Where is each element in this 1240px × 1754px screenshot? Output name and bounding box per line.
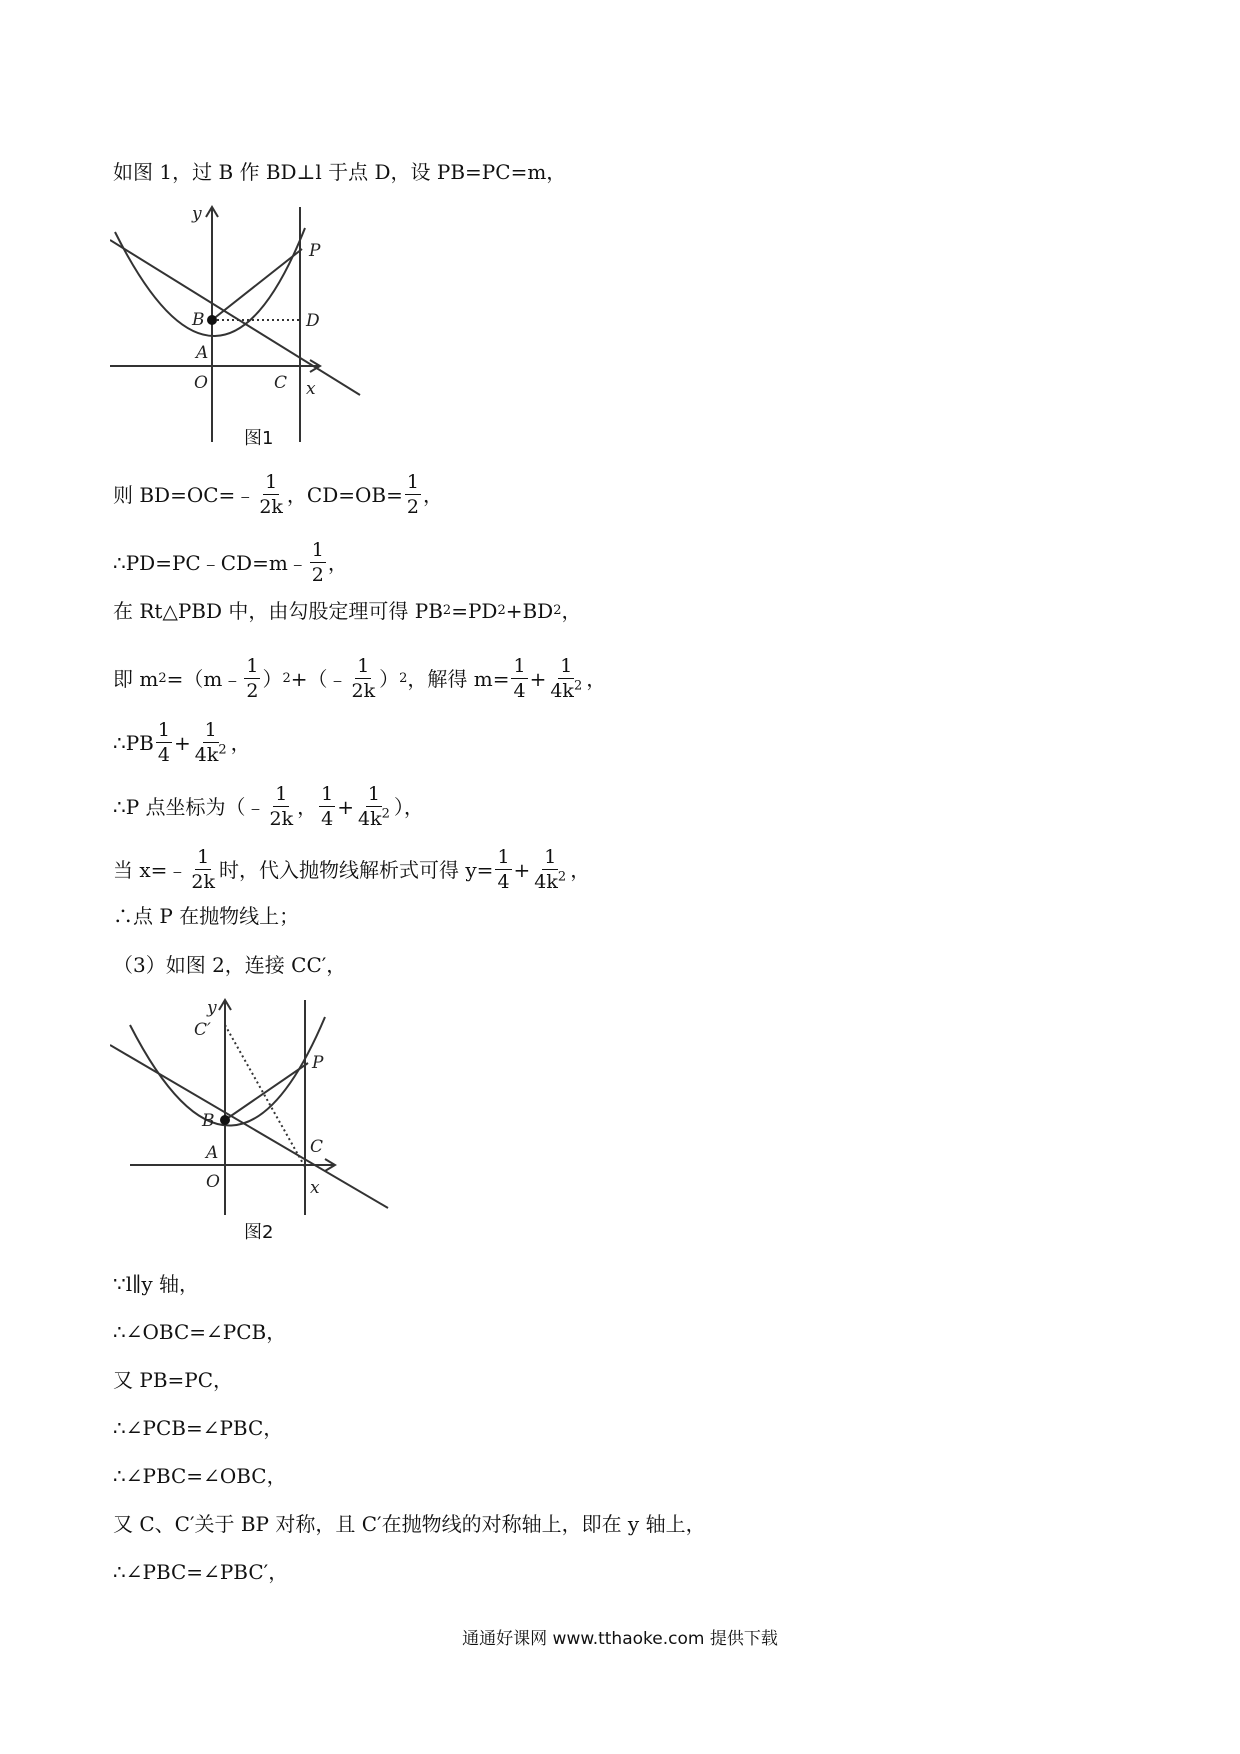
fig2-label-Cprime: C′ [194, 1020, 211, 1040]
fig1-label-x: x [306, 379, 316, 399]
text-line-12: ∴∠OBC=∠PCB， [113, 1320, 287, 1344]
text-line-5: 即 m 2 =（m﹣ $\frac{1}{2}$ ） 2 +（﹣ $\frac{1}{2k}$ ） 2 ，解得 m= $\frac{1}{4}$ + $\frac{1}{4k^2}$ ， [113, 655, 607, 702]
figure-2 [110, 995, 400, 1245]
text-line-2: 则 BD=OC=﹣ $\frac{1}{2k}$ ，CD=OB= $\frac{1}{2}$ ， [113, 471, 443, 518]
text-line-16: 又 C、C′关于 BP 对称，且 C′在抛物线的对称轴上，即在 y 轴上， [113, 1512, 706, 1536]
text-line-8: 当 x=﹣ $\frac{1}{2k}$ 时，代入抛物线解析式可得 y= $\frac{1}{4}$ + $\frac{1}{4k^2}$ ， [113, 846, 591, 893]
text-line-1: 如图 1，过 B 作 BD⊥l 于点 D，设 PB=PC=m， [113, 160, 567, 184]
fig2-label-O: O [206, 1172, 220, 1192]
fig2-label-P: P [312, 1053, 324, 1073]
text-line-14: ∴∠PCB=∠PBC， [113, 1416, 284, 1440]
figure-2-graph [110, 995, 400, 1245]
fraction: $\frac{1}{4k^2}$ [194, 719, 227, 766]
fig1-label-B: B [192, 310, 205, 330]
text-line-4: 在 Rt△PBD 中，由勾股定理可得 PB 2 =PD 2 +BD 2 ， [113, 599, 582, 623]
figure-1-graph [110, 202, 370, 447]
text-line-9: ∴点 P 在抛物线上； [113, 904, 300, 928]
text-line-6: ∴PB $\frac{1}{4}$ + $\frac{1}{4k^2}$ ， [113, 719, 251, 766]
fraction: $\frac{1}{2k}$ [351, 655, 376, 702]
fig1-label-P: P [309, 241, 321, 261]
fraction: $\frac{1}{4k^2}$ [358, 783, 390, 830]
figure-1-caption: 图1 [244, 428, 274, 449]
fraction: $\frac{1}{4}$ [321, 783, 334, 830]
fig1-label-C: C [274, 373, 288, 393]
page-footer: 通通好课网 www.tthaoke.com 提供下载 [462, 1629, 778, 1649]
text-line-17: ∴∠PBC=∠PBC′， [113, 1560, 289, 1584]
text-line-11: ∵l∥y 轴， [113, 1272, 200, 1296]
figure-1 [110, 202, 370, 447]
fraction: $\frac{1}{2}$ [246, 655, 259, 702]
fraction: $\frac{1}{2}$ [311, 539, 324, 586]
fig2-label-x: x [310, 1178, 320, 1198]
text-line-10: （3）如图 2，连接 CC′， [113, 953, 347, 977]
text-line-7: ∴P 点坐标为（﹣ $\frac{1}{2k}$ ， $\frac{1}{4}$ + $\frac{1}{4k^2}$ ）， [113, 783, 424, 830]
fraction: $\frac{1}{2k}$ [269, 783, 294, 830]
text-line-13: 又 PB=PC， [113, 1368, 234, 1392]
text-line-3: ∴PD=PC﹣CD=m﹣ $\frac{1}{2}$ ， [113, 539, 348, 586]
fig2-label-C: C [310, 1137, 324, 1157]
fraction: $\frac{1}{2}$ [406, 471, 419, 518]
fraction: $\frac{1}{4k^2}$ [550, 655, 583, 702]
fraction: $\frac{1}{4k^2}$ [534, 846, 567, 893]
fraction: $\frac{1}{2k}$ [259, 471, 283, 518]
figure-2-caption: 图2 [244, 1222, 274, 1243]
fraction: $\frac{1}{2k}$ [191, 846, 216, 893]
text-line-15: ∴∠PBC=∠OBC， [113, 1464, 287, 1488]
fig1-label-A: A [196, 343, 209, 363]
fraction: $\frac{1}{4}$ [497, 846, 510, 893]
fig2-label-y: y [207, 998, 217, 1018]
fig1-label-y: y [192, 204, 202, 224]
fig1-label-O: O [194, 373, 208, 393]
fig2-label-B: B [202, 1111, 215, 1131]
fig1-label-D: D [306, 311, 320, 331]
fig2-label-A: A [206, 1143, 219, 1163]
fraction: $\frac{1}{4}$ [513, 655, 526, 702]
fraction: $\frac{1}{4}$ [157, 719, 170, 766]
